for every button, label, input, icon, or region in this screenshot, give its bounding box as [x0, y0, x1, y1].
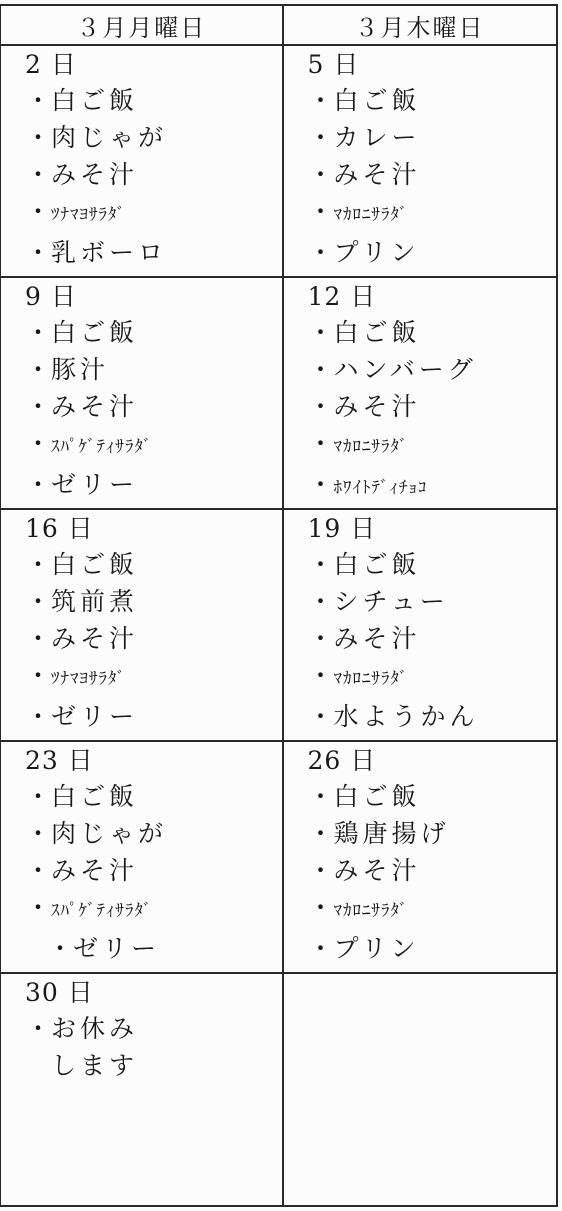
menu-item: ・乳ボーロ — [25, 238, 168, 267]
menu-item: ・白ご飯 — [307, 86, 421, 115]
menu-item: ・ﾏｶﾛﾆｻﾗﾀﾞ — [307, 661, 409, 690]
menu-item: ・ﾂﾅﾏﾖｻﾗﾀﾞ — [25, 661, 126, 690]
menu-item: ・みそ汁 — [25, 160, 139, 189]
day-date: 2 日 — [25, 50, 77, 79]
menu-item: ・ﾎﾜｲﾄﾃﾞｨﾁｮｺ — [307, 470, 428, 499]
menu-item: ・白ご飯 — [307, 318, 421, 347]
menu-item: ・ゼリー — [25, 470, 139, 499]
day-date: 12 日 — [307, 282, 377, 311]
menu-item: ・鶏唐揚げ — [307, 819, 450, 848]
menu-item: ・ゼリー — [25, 702, 139, 731]
day-cell — [1, 741, 283, 973]
day-cell — [1, 509, 283, 741]
menu-item: ・豚汁 — [25, 355, 110, 384]
week-row — [1, 277, 557, 509]
menu-item: ・肉じゃが — [25, 819, 168, 848]
menu-item: ・プリン — [307, 238, 420, 267]
day-cell — [1, 973, 283, 1206]
menu-item: ・水ようかん — [307, 702, 479, 731]
day-date: 26 日 — [307, 746, 377, 775]
menu-item: ・ﾏｶﾛﾆｻﾗﾀﾞ — [307, 429, 409, 458]
week-row — [1, 741, 557, 973]
day-cell — [283, 277, 557, 509]
week-row — [1, 509, 557, 741]
day-cell — [1, 277, 283, 509]
header-monday: ３月月曜日 — [1, 5, 283, 45]
menu-item: ・みそ汁 — [25, 624, 139, 653]
header-thursday: ３月木曜日 — [283, 5, 557, 45]
day-date: 23 日 — [25, 746, 94, 775]
menu-item: ・ｽﾊﾟｹﾞﾃｨｻﾗﾀﾞ — [25, 893, 153, 922]
day-date: 30 日 — [25, 978, 94, 1007]
empty-cell — [283, 973, 557, 1206]
menu-item: ・ﾏｶﾛﾆｻﾗﾀﾞ — [307, 197, 409, 226]
menu-item: ・白ご飯 — [25, 318, 139, 347]
week-row — [1, 973, 557, 1206]
menu-item: ・みそ汁 — [307, 624, 421, 653]
menu-item: ・白ご飯 — [25, 86, 139, 115]
day-cell — [1, 45, 283, 277]
menu-item: ・みそ汁 — [25, 392, 139, 421]
menu-item: ・筑前煮 — [25, 587, 139, 616]
day-cell — [283, 45, 557, 277]
menu-item: ・肉じゃが — [25, 123, 168, 152]
menu-item: ・みそ汁 — [307, 392, 421, 421]
header-row — [1, 5, 557, 45]
day-date: 19 日 — [307, 514, 377, 543]
menu-item: ・ﾂﾅﾏﾖｻﾗﾀﾞ — [25, 197, 126, 226]
menu-item: ・ハンバーグ — [307, 355, 477, 384]
menu-item: ・白ご飯 — [307, 782, 421, 811]
menu-item: ・白ご飯 — [307, 550, 421, 579]
menu-item-continued: します — [51, 1051, 139, 1080]
menu-item: ・みそ汁 — [307, 856, 421, 885]
week-row — [1, 45, 557, 277]
menu-item: ・みそ汁 — [25, 856, 139, 885]
day-cell — [283, 509, 557, 741]
day-date: 16 日 — [25, 514, 94, 543]
menu-item: ・ゼリー — [47, 934, 161, 963]
menu-item: ・白ご飯 — [25, 550, 139, 579]
menu-item: ・カレー — [307, 123, 421, 152]
menu-item: ・プリン — [307, 934, 420, 963]
day-date: 9 日 — [25, 282, 77, 311]
menu-item: ・ﾏｶﾛﾆｻﾗﾀﾞ — [307, 893, 409, 922]
lunch-menu-table — [0, 4, 558, 1207]
menu-item: ・お休み — [25, 1014, 139, 1043]
day-date: 5 日 — [307, 50, 360, 79]
menu-item: ・ｽﾊﾟｹﾞﾃｨｻﾗﾀﾞ — [25, 429, 153, 458]
menu-item: ・白ご飯 — [25, 782, 139, 811]
menu-item: ・シチュー — [307, 587, 449, 616]
day-cell — [283, 741, 557, 973]
menu-item: ・みそ汁 — [307, 160, 421, 189]
